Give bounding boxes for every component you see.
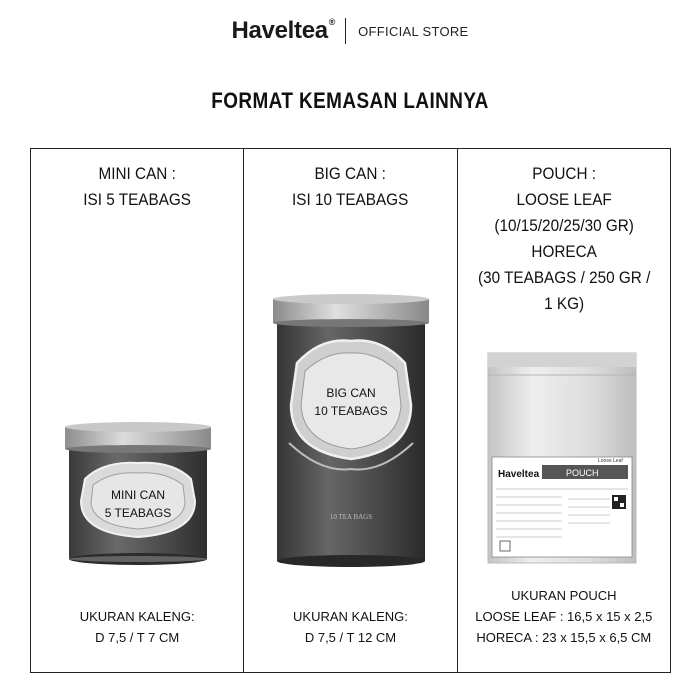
pouch-size-label: UKURAN POUCH: [511, 588, 617, 603]
mini-can-heading: [42, 161, 233, 213]
pouch-title: POUCH :: [531, 164, 596, 183]
pouch-loose-leaf: LOOSE LEAF: [516, 190, 612, 209]
pouch-horeca-options-2: 1 KG): [543, 294, 584, 313]
big-can-label-line1: BIG CAN: [326, 386, 376, 400]
mini-can-image: [63, 421, 213, 569]
pouch-size-horeca: HORECA : 23 x 15,5 x 6,5 CM: [476, 630, 652, 645]
packaging-table: [30, 148, 671, 673]
pouch-image: [482, 349, 642, 569]
pouch-size: [458, 585, 670, 648]
mini-can-label-line2: 5 TEABAGS: [104, 506, 172, 520]
official-store-label: OFFICIAL STORE: [358, 23, 469, 39]
big-can-label-line2: 10 TEABAGS: [314, 404, 388, 418]
pouch-column: [457, 149, 670, 672]
pouch-label-tag: Loose Leaf: [597, 458, 623, 464]
big-can-column: [243, 149, 456, 672]
pouch-horeca: HORECA: [531, 242, 597, 261]
big-can-size-value: D 7,5 / T 12 CM: [304, 630, 397, 645]
pouch-loose-leaf-weights: (10/15/20/25/30 GR): [494, 216, 634, 235]
mini-can-label-line1: MINI CAN: [111, 488, 165, 502]
pouch-horeca-options-1: (30 TEABAGS / 250 GR /: [477, 268, 650, 287]
mini-can-size-value: D 7,5 / T 7 CM: [95, 630, 180, 645]
big-can-size: [244, 606, 456, 648]
big-can-size-label: UKURAN KALENG:: [293, 609, 408, 624]
header-divider: [345, 18, 346, 44]
big-can-heading: [255, 161, 446, 213]
mini-can-content: ISI 5 TEABAGS: [83, 190, 192, 209]
mini-can-size: [31, 606, 243, 648]
pouch-label-type: POUCH: [565, 468, 599, 478]
big-can-image: [271, 293, 431, 569]
pouch-size-loose-leaf: LOOSE LEAF : 16,5 x 15 x 2,5: [475, 609, 653, 624]
big-can-content: ISI 10 TEABAGS: [292, 190, 409, 209]
store-header: [0, 14, 700, 48]
big-can-sublabel: 10 TEA BAGS: [330, 513, 373, 521]
mini-can-column: [31, 149, 243, 672]
mini-can-size-label: UKURAN KALENG:: [79, 609, 195, 624]
mini-can-title: MINI CAN :: [98, 164, 176, 183]
pouch-heading: [468, 161, 659, 317]
pouch-label-brand: Haveltea: [497, 469, 539, 480]
brand-logo: Haveltea®: [231, 17, 336, 44]
big-can-title: BIG CAN :: [314, 164, 387, 183]
page-title: FORMAT KEMASAN LAINNYA: [211, 88, 489, 113]
